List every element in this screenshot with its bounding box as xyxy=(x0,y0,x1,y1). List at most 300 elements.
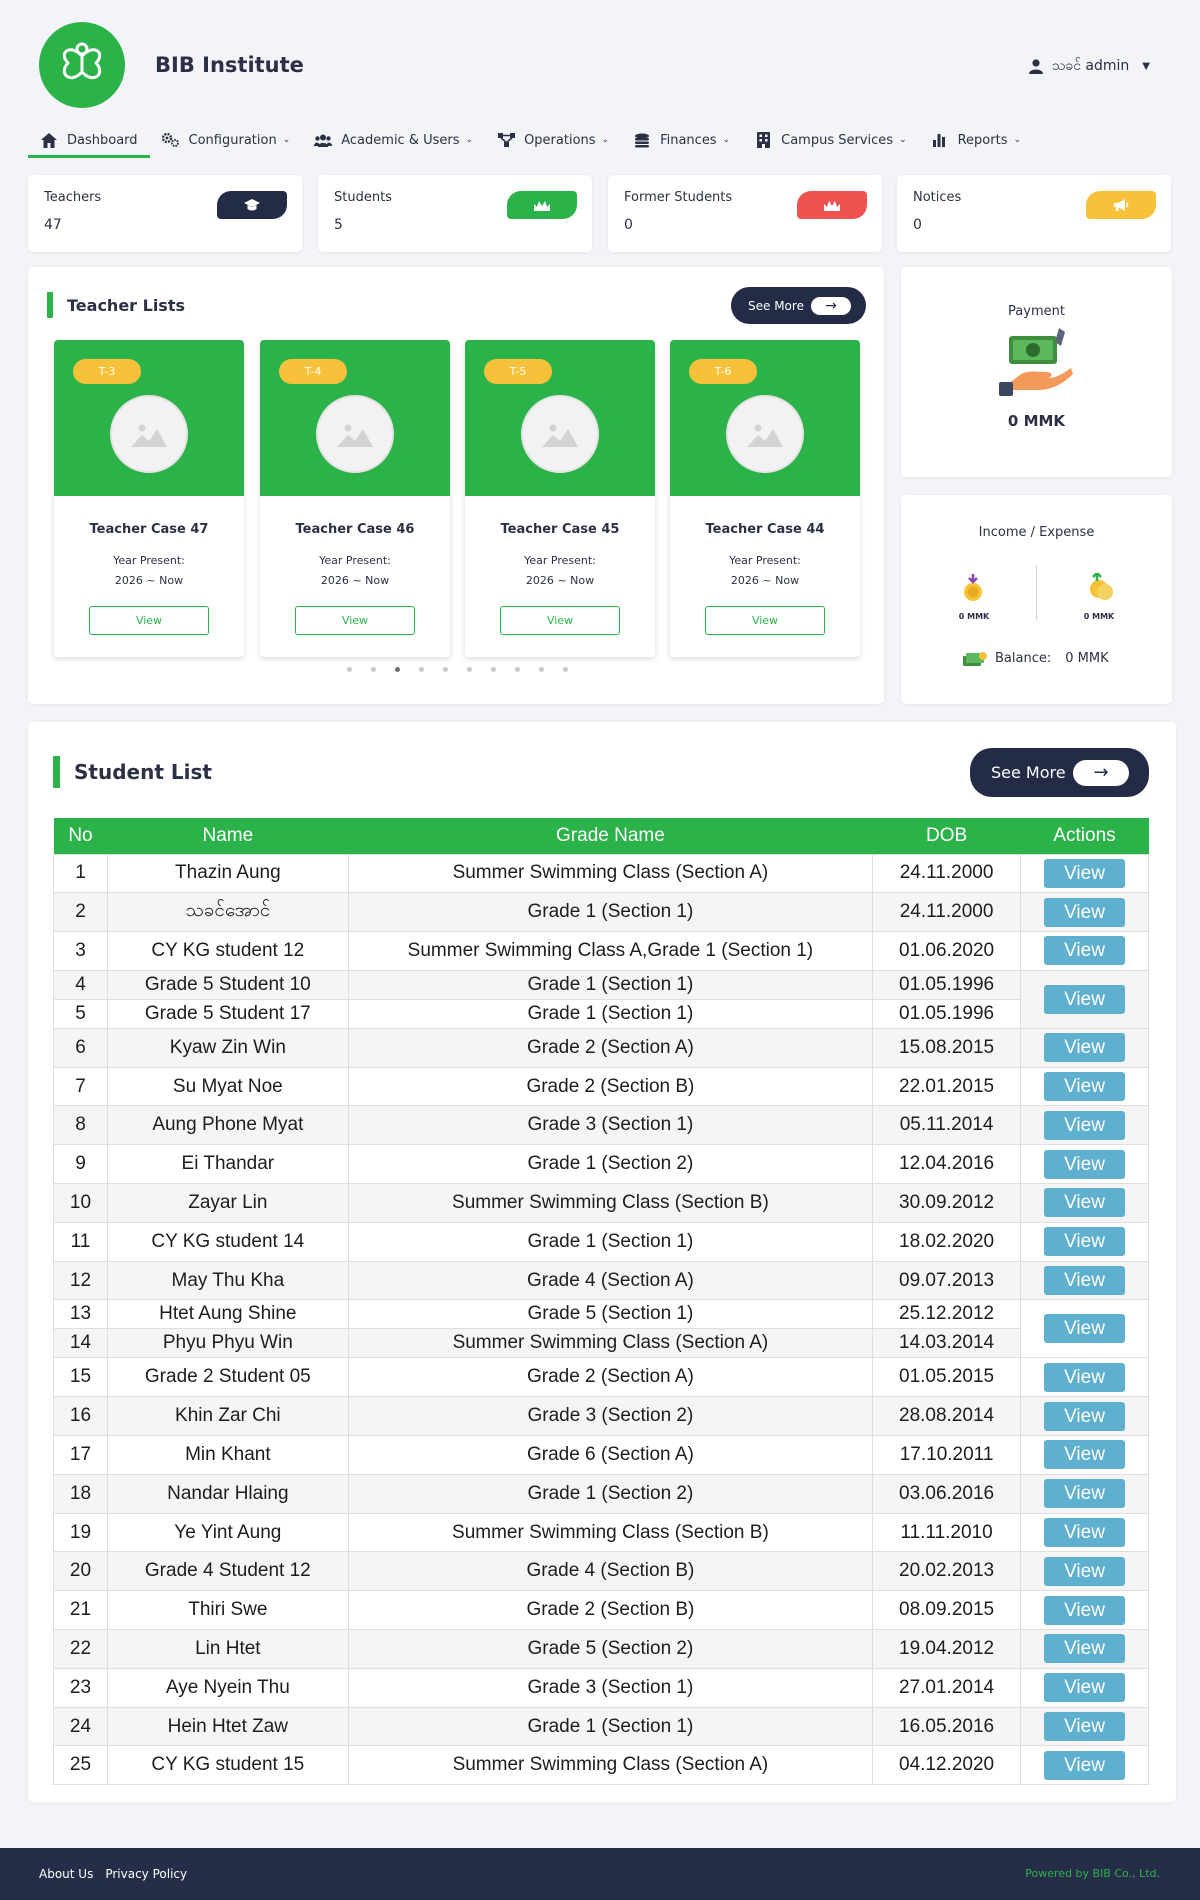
cell-no: 7 xyxy=(54,1067,108,1106)
payment-title: Payment xyxy=(1008,304,1065,319)
student-view-button[interactable]: View xyxy=(1044,1072,1125,1101)
teacher-card xyxy=(54,340,244,657)
teacher-tag: T-5 xyxy=(484,359,552,384)
cell-grade: Grade 6 (Section A) xyxy=(348,1436,872,1475)
cell-no: 25 xyxy=(54,1746,108,1785)
cell-actions xyxy=(1021,1358,1149,1397)
cell-name: Ye Yint Aung xyxy=(107,1513,348,1552)
cell-dob: 01.05.1996 xyxy=(873,999,1021,1028)
cell-grade: Summer Swimming Class (Section B) xyxy=(348,1513,872,1552)
carousel-dot[interactable] xyxy=(467,667,472,672)
student-view-button[interactable]: View xyxy=(1044,1227,1125,1256)
students-icon xyxy=(534,199,550,211)
student-view-button[interactable]: View xyxy=(1044,859,1125,888)
cell-grade: Grade 4 (Section B) xyxy=(348,1552,872,1591)
students-badge xyxy=(507,191,577,219)
cell-dob: 16.05.2016 xyxy=(873,1707,1021,1746)
cell-name: Grade 4 Student 12 xyxy=(107,1552,348,1591)
cell-grade: Grade 2 (Section B) xyxy=(348,1067,872,1106)
footer-powered-by: Powered by BIB Co., Ltd. xyxy=(1025,1867,1160,1880)
cell-dob: 28.08.2014 xyxy=(873,1397,1021,1436)
cell-grade: Summer Swimming Class A,Grade 1 (Section 1) xyxy=(348,932,872,971)
cell-name: Thazin Aung xyxy=(107,854,348,893)
student-view-button[interactable]: View xyxy=(1044,1557,1125,1586)
cell-name: သခင်အောင် xyxy=(107,893,348,932)
cell-grade: Grade 4 (Section A) xyxy=(348,1261,872,1300)
cell-no: 24 xyxy=(54,1707,108,1746)
table-row xyxy=(54,970,1149,999)
student-view-button[interactable]: View xyxy=(1044,1751,1125,1780)
cell-actions xyxy=(1021,1184,1149,1223)
income-expense-panel[interactable] xyxy=(901,495,1172,704)
teacher-card xyxy=(670,340,860,657)
student-view-button[interactable]: View xyxy=(1044,1673,1125,1702)
year-present-label: Year Present: xyxy=(729,554,801,567)
cell-actions xyxy=(1021,1591,1149,1630)
nav-finances[interactable] xyxy=(621,132,742,158)
caret-down-icon: ▼ xyxy=(1142,61,1150,72)
image-placeholder-icon xyxy=(747,421,783,447)
student-view-button[interactable]: View xyxy=(1044,1188,1125,1217)
stat-label: Former Students xyxy=(624,190,733,205)
table-row xyxy=(54,1513,1149,1552)
student-view-button[interactable]: View xyxy=(1044,1712,1125,1741)
nav-academic-users-label: Academic & Users xyxy=(341,132,460,148)
cell-actions xyxy=(1021,1067,1149,1106)
table-row xyxy=(54,1261,1149,1300)
student-view-button[interactable]: View xyxy=(1044,1518,1125,1547)
student-view-button[interactable]: View xyxy=(1044,1033,1125,1062)
column-header-no[interactable]: No xyxy=(54,818,108,854)
image-placeholder-icon xyxy=(337,421,373,447)
student-view-button[interactable]: View xyxy=(1044,1402,1125,1431)
stat-label: Students xyxy=(334,190,392,205)
cell-actions xyxy=(1021,970,1149,1028)
nav-dashboard-label: Dashboard xyxy=(67,132,138,148)
teacher-tag: T-6 xyxy=(689,359,757,384)
income-amount: 0 MMK xyxy=(958,612,990,621)
cell-no: 15 xyxy=(54,1358,108,1397)
table-row xyxy=(54,1106,1149,1145)
cell-no: 4 xyxy=(54,970,108,999)
cell-no: 12 xyxy=(54,1261,108,1300)
teacher-icon xyxy=(244,199,260,211)
table-row xyxy=(54,1028,1149,1067)
year-present-label: Year Present: xyxy=(113,554,185,567)
cell-dob: 12.04.2016 xyxy=(873,1145,1021,1184)
main-nav xyxy=(28,123,1033,158)
nav-campus-services-label: Campus Services xyxy=(781,132,894,148)
teacher-tag: T-3 xyxy=(73,359,141,384)
cell-no: 18 xyxy=(54,1474,108,1513)
student-list-title: Student List xyxy=(53,756,212,788)
notices-badge xyxy=(1086,191,1156,219)
cell-name: CY KG student 12 xyxy=(107,932,348,971)
chevron-down-icon: ⌄ xyxy=(899,135,907,145)
teacher-name: Teacher Case 44 xyxy=(705,522,825,537)
cell-name: CY KG student 15 xyxy=(107,1746,348,1785)
payment-amount: 0 MMK xyxy=(1007,412,1066,430)
student-view-button[interactable]: View xyxy=(1044,1440,1125,1469)
table-row xyxy=(54,1329,1149,1358)
arrow-right-icon: → xyxy=(1073,760,1129,786)
home-icon xyxy=(40,132,58,148)
table-row xyxy=(54,1222,1149,1261)
see-more-label: See More xyxy=(748,298,804,313)
student-view-button[interactable]: View xyxy=(1044,1363,1125,1392)
cell-actions xyxy=(1021,1474,1149,1513)
student-view-button[interactable]: View xyxy=(1044,1111,1125,1140)
cell-dob: 08.09.2015 xyxy=(873,1591,1021,1630)
former-students-icon xyxy=(824,199,840,211)
table-row xyxy=(54,1300,1149,1329)
students-see-more-button[interactable] xyxy=(970,748,1149,797)
table-row xyxy=(54,999,1149,1028)
cell-dob: 01.05.2015 xyxy=(873,1358,1021,1397)
gears-icon xyxy=(162,132,180,148)
cell-actions xyxy=(1021,1707,1149,1746)
year-present-value: 2026 ~ Now xyxy=(730,574,800,587)
table-row xyxy=(54,1397,1149,1436)
teacher-photo xyxy=(316,395,394,473)
income-expense-title: Income / Expense xyxy=(978,525,1095,540)
column-header-actions: Actions xyxy=(1021,818,1149,854)
teacher-photo xyxy=(726,395,804,473)
table-row xyxy=(54,1145,1149,1184)
table-row xyxy=(54,893,1149,932)
cell-dob: 01.06.2020 xyxy=(873,932,1021,971)
year-present-value: 2026 ~ Now xyxy=(525,574,595,587)
cell-grade: Summer Swimming Class (Section A) xyxy=(348,1329,872,1358)
student-view-button[interactable]: View xyxy=(1044,1266,1125,1295)
income-coin-icon xyxy=(963,574,983,604)
cell-actions xyxy=(1021,1028,1149,1067)
cell-dob: 24.11.2000 xyxy=(873,854,1021,893)
page-footer xyxy=(0,1848,1200,1900)
cell-actions xyxy=(1021,893,1149,932)
cell-no: 5 xyxy=(54,999,108,1028)
cell-name: Grade 5 Student 10 xyxy=(107,970,348,999)
cell-grade: Grade 5 (Section 2) xyxy=(348,1630,872,1669)
app-header xyxy=(0,0,1200,170)
cell-actions xyxy=(1021,1397,1149,1436)
column-header-grade[interactable]: Grade Name xyxy=(348,818,872,854)
cell-grade: Grade 1 (Section 2) xyxy=(348,1145,872,1184)
cell-actions xyxy=(1021,1746,1149,1785)
carousel-dot[interactable] xyxy=(491,667,496,672)
cell-name: May Thu Kha xyxy=(107,1261,348,1300)
balance-label: Balance: xyxy=(995,650,1052,666)
cell-dob: 27.01.2014 xyxy=(873,1668,1021,1707)
table-header-row xyxy=(54,818,1149,854)
teacher-name: Teacher Case 45 xyxy=(500,522,620,537)
cell-name: Zayar Lin xyxy=(107,1184,348,1223)
cell-name: Ei Thandar xyxy=(107,1145,348,1184)
cell-dob: 30.09.2012 xyxy=(873,1184,1021,1223)
cell-actions xyxy=(1021,1106,1149,1145)
cell-name: Kyaw Zin Win xyxy=(107,1028,348,1067)
student-view-button[interactable]: View xyxy=(1044,1479,1125,1508)
cell-name: Phyu Phyu Win xyxy=(107,1329,348,1358)
cell-no: 20 xyxy=(54,1552,108,1591)
teacher-view-button[interactable]: View xyxy=(295,606,415,635)
table-row xyxy=(54,1591,1149,1630)
cell-dob: 24.11.2000 xyxy=(873,893,1021,932)
users-icon xyxy=(314,132,332,148)
balance-value: 0 MMK xyxy=(1065,650,1109,666)
cell-grade: Grade 1 (Section 1) xyxy=(348,970,872,999)
year-present-value: 2026 ~ Now xyxy=(320,574,390,587)
cell-actions xyxy=(1021,1630,1149,1669)
cell-dob: 15.08.2015 xyxy=(873,1028,1021,1067)
cell-no: 13 xyxy=(54,1300,108,1329)
chevron-down-icon: ⌄ xyxy=(722,135,731,145)
cell-dob: 20.02.2013 xyxy=(873,1552,1021,1591)
brand-logo[interactable] xyxy=(39,22,125,108)
cell-actions xyxy=(1021,932,1149,971)
teachers-see-more-button[interactable] xyxy=(731,287,866,324)
stat-value: 47 xyxy=(44,217,62,233)
expense-coins-icon xyxy=(1087,573,1115,601)
stat-card-students[interactable] xyxy=(318,175,592,252)
payment-cash-hand-icon xyxy=(999,328,1075,396)
table-row xyxy=(54,1668,1149,1707)
year-present-label: Year Present: xyxy=(524,554,596,567)
cell-dob: 09.07.2013 xyxy=(873,1261,1021,1300)
carousel-pagination xyxy=(347,667,568,672)
user-icon xyxy=(1029,59,1043,74)
table-row xyxy=(54,1474,1149,1513)
cell-name: CY KG student 14 xyxy=(107,1222,348,1261)
table-row xyxy=(54,932,1149,971)
cell-no: 2 xyxy=(54,893,108,932)
cell-dob: 01.05.1996 xyxy=(873,970,1021,999)
table-row xyxy=(54,1436,1149,1475)
stat-value: 0 xyxy=(913,217,922,233)
nav-reports[interactable] xyxy=(919,132,1033,158)
cell-grade: Summer Swimming Class (Section A) xyxy=(348,1746,872,1785)
former-students-badge xyxy=(797,191,867,219)
expense-amount: 0 MMK xyxy=(1083,612,1115,621)
cell-name: Thiri Swe xyxy=(107,1591,348,1630)
student-view-button[interactable]: View xyxy=(1044,1150,1125,1179)
cell-name: Grade 5 Student 17 xyxy=(107,999,348,1028)
stat-value: 5 xyxy=(334,217,343,233)
student-table xyxy=(53,818,1149,1785)
cell-grade: Grade 2 (Section A) xyxy=(348,1028,872,1067)
cell-no: 9 xyxy=(54,1145,108,1184)
teacher-view-button[interactable]: View xyxy=(705,606,825,635)
carousel-dot[interactable] xyxy=(347,667,352,672)
teacher-badge xyxy=(217,191,287,219)
cell-name: Min Khant xyxy=(107,1436,348,1475)
stat-label: Teachers xyxy=(44,190,102,205)
column-header-name[interactable]: Name xyxy=(107,818,348,854)
nav-dashboard[interactable] xyxy=(28,132,150,158)
stat-value: 0 xyxy=(624,217,633,233)
nav-finances-label: Finances xyxy=(660,132,717,148)
carousel-dot[interactable] xyxy=(443,667,448,672)
coins-icon xyxy=(633,132,651,148)
student-view-button[interactable]: View xyxy=(1044,1314,1125,1343)
cell-name: Su Myat Noe xyxy=(107,1067,348,1106)
teacher-name: Teacher Case 47 xyxy=(89,522,209,537)
image-placeholder-icon xyxy=(131,421,167,447)
brand-name: BIB Institute xyxy=(155,53,304,77)
student-view-button[interactable]: View xyxy=(1044,985,1125,1014)
cell-actions xyxy=(1021,1552,1149,1591)
footer-link-privacy[interactable]: Privacy Policy xyxy=(105,1867,188,1881)
teacher-name: Teacher Case 46 xyxy=(295,522,415,537)
panel-divider xyxy=(1036,565,1037,620)
cell-dob: 03.06.2016 xyxy=(873,1474,1021,1513)
cell-actions xyxy=(1021,1668,1149,1707)
year-present-label: Year Present: xyxy=(319,554,391,567)
cell-grade: Summer Swimming Class (Section B) xyxy=(348,1184,872,1223)
stat-card-teachers[interactable] xyxy=(28,175,302,252)
cell-grade: Grade 5 (Section 1) xyxy=(348,1300,872,1329)
teacher-photo xyxy=(110,395,188,473)
table-row xyxy=(54,1707,1149,1746)
table-row xyxy=(54,1746,1149,1785)
cell-dob: 05.11.2014 xyxy=(873,1106,1021,1145)
teacher-photo xyxy=(521,395,599,473)
cell-grade: Grade 1 (Section 1) xyxy=(348,999,872,1028)
chevron-down-icon: ⌄ xyxy=(282,135,291,145)
megaphone-icon xyxy=(1114,199,1129,211)
cell-no: 22 xyxy=(54,1630,108,1669)
cell-name: Lin Htet xyxy=(107,1630,348,1669)
table-row xyxy=(54,1552,1149,1591)
bar-chart-icon xyxy=(931,132,949,148)
cell-grade: Grade 3 (Section 1) xyxy=(348,1106,872,1145)
teacher-lists-title: Teacher Lists xyxy=(47,292,185,318)
teacher-view-button[interactable]: View xyxy=(89,606,209,635)
cell-grade: Grade 3 (Section 2) xyxy=(348,1397,872,1436)
cell-name: Htet Aung Shine xyxy=(107,1300,348,1329)
student-view-button[interactable]: View xyxy=(1044,936,1125,965)
carousel-dot[interactable] xyxy=(371,667,376,672)
year-present-value: 2026 ~ Now xyxy=(114,574,184,587)
footer-link-about[interactable]: About Us xyxy=(39,1867,94,1881)
cell-dob: 17.10.2011 xyxy=(873,1436,1021,1475)
cell-grade: Grade 1 (Section 1) xyxy=(348,893,872,932)
cell-no: 6 xyxy=(54,1028,108,1067)
money-stack-icon xyxy=(963,650,987,666)
cell-name: Nandar Hlaing xyxy=(107,1474,348,1513)
column-header-dob[interactable]: DOB xyxy=(873,818,1021,854)
cell-dob: 14.03.2014 xyxy=(873,1329,1021,1358)
chevron-down-icon: ⌄ xyxy=(465,135,474,145)
cell-name: Grade 2 Student 05 xyxy=(107,1358,348,1397)
butterfly-logo-icon xyxy=(56,39,108,91)
table-row xyxy=(54,1630,1149,1669)
nav-operations[interactable] xyxy=(485,132,621,158)
cell-no: 14 xyxy=(54,1329,108,1358)
carousel-dot[interactable] xyxy=(563,667,568,672)
nav-configuration-label: Configuration xyxy=(188,132,277,148)
chevron-down-icon: ⌄ xyxy=(1013,135,1022,145)
chevron-down-icon: ⌄ xyxy=(601,135,610,145)
cell-grade: Grade 1 (Section 1) xyxy=(348,1222,872,1261)
balance-row xyxy=(963,650,1109,666)
cell-dob: 04.12.2020 xyxy=(873,1746,1021,1785)
cell-no: 1 xyxy=(54,854,108,893)
teacher-view-button[interactable]: View xyxy=(500,606,620,635)
cell-grade: Grade 3 (Section 1) xyxy=(348,1668,872,1707)
cell-dob: 25.12.2012 xyxy=(873,1300,1021,1329)
nav-reports-label: Reports xyxy=(957,132,1008,148)
nav-configuration[interactable] xyxy=(150,132,303,158)
nav-academic-users[interactable] xyxy=(302,132,485,158)
cell-no: 17 xyxy=(54,1436,108,1475)
table-row xyxy=(54,1358,1149,1397)
student-view-button[interactable]: View xyxy=(1044,898,1125,927)
cell-dob: 18.02.2020 xyxy=(873,1222,1021,1261)
cell-actions xyxy=(1021,1300,1149,1358)
cell-actions xyxy=(1021,1261,1149,1300)
user-name: သခင် admin xyxy=(1051,58,1130,74)
cell-no: 21 xyxy=(54,1591,108,1630)
cell-grade: Grade 1 (Section 1) xyxy=(348,1707,872,1746)
cell-dob: 19.04.2012 xyxy=(873,1630,1021,1669)
cell-actions xyxy=(1021,1513,1149,1552)
cell-actions xyxy=(1021,854,1149,893)
cell-no: 8 xyxy=(54,1106,108,1145)
user-menu[interactable] xyxy=(1029,56,1150,77)
table-row xyxy=(54,854,1149,893)
arrow-right-icon: → xyxy=(811,297,851,315)
image-placeholder-icon xyxy=(542,421,578,447)
carousel-dot[interactable] xyxy=(539,667,544,672)
nav-operations-label: Operations xyxy=(524,132,596,148)
cell-no: 11 xyxy=(54,1222,108,1261)
cell-dob: 11.11.2010 xyxy=(873,1513,1021,1552)
cell-grade: Grade 2 (Section A) xyxy=(348,1358,872,1397)
carousel-dot-active[interactable] xyxy=(395,667,400,672)
table-row xyxy=(54,1067,1149,1106)
cell-no: 16 xyxy=(54,1397,108,1436)
stat-card-notices[interactable] xyxy=(897,175,1171,252)
cell-dob: 22.01.2015 xyxy=(873,1067,1021,1106)
cell-grade: Grade 1 (Section 2) xyxy=(348,1474,872,1513)
payment-panel[interactable] xyxy=(901,267,1172,477)
teacher-tag: T-4 xyxy=(279,359,347,384)
stat-card-former-students[interactable] xyxy=(608,175,882,252)
cell-name: Aye Nyein Thu xyxy=(107,1668,348,1707)
teacher-card xyxy=(260,340,450,657)
table-row xyxy=(54,1184,1149,1223)
cell-no: 10 xyxy=(54,1184,108,1223)
nav-campus-services[interactable] xyxy=(742,132,918,158)
stat-label: Notices xyxy=(913,190,962,205)
cell-grade: Grade 2 (Section B) xyxy=(348,1591,872,1630)
cell-actions xyxy=(1021,1436,1149,1475)
student-view-button[interactable]: View xyxy=(1044,1596,1125,1625)
cell-name: Hein Htet Zaw xyxy=(107,1707,348,1746)
cell-no: 23 xyxy=(54,1668,108,1707)
carousel-dot[interactable] xyxy=(515,667,520,672)
building-icon xyxy=(754,132,772,148)
cell-name: Aung Phone Myat xyxy=(107,1106,348,1145)
cell-actions xyxy=(1021,1145,1149,1184)
carousel-dot[interactable] xyxy=(419,667,424,672)
student-view-button[interactable]: View xyxy=(1044,1634,1125,1663)
cell-no: 3 xyxy=(54,932,108,971)
cell-actions xyxy=(1021,1222,1149,1261)
network-icon xyxy=(497,132,515,148)
cell-no: 19 xyxy=(54,1513,108,1552)
